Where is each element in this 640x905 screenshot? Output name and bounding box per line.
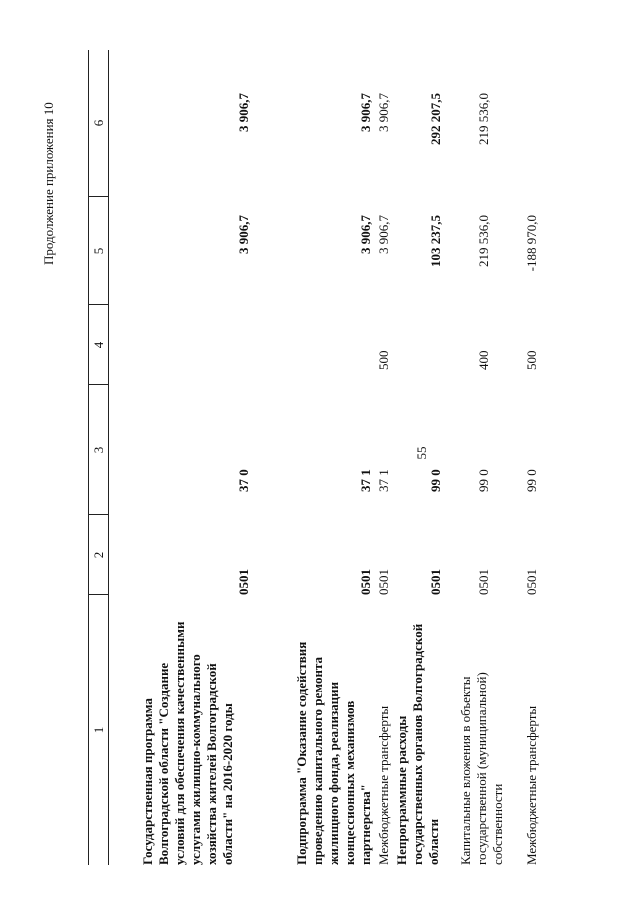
- column-number-2: 2: [91, 551, 106, 559]
- row-csr: 37 1: [376, 469, 391, 492]
- row-razdel: 0501: [476, 569, 491, 595]
- column-number-row: [89, 50, 108, 865]
- row-amount-1: 103 237,5: [428, 215, 443, 267]
- column-number-5: 5: [91, 247, 106, 255]
- row-name: Непрограммные расходы государственных органов Волгоградской области: [394, 623, 441, 865]
- row-razdel: 0501: [428, 569, 443, 595]
- row-razdel: 0501: [524, 569, 539, 595]
- row-amount-2: 3 906,7: [358, 93, 373, 132]
- row-razdel: 0501: [236, 569, 251, 595]
- column-divider: [89, 196, 108, 197]
- row-csr: 37 1: [358, 469, 373, 492]
- row-csr: 99 0: [476, 469, 491, 492]
- row-name: Подпрограмма "Оказание содействия проведению капитального ремонта жилищного фонда, реализации концессионных механизмов партнерства": [294, 641, 373, 865]
- row-amount-2: 3 906,7: [376, 93, 391, 132]
- row-amount-1: 3 906,7: [358, 215, 373, 254]
- row-name: Капитальные вложения в объекты государственной (муниципальной) собственности: [458, 672, 505, 865]
- row-razdel: 0501: [376, 569, 391, 595]
- row-amount-1: 3 906,7: [376, 215, 391, 254]
- row-name: Межбюджетные трансферты: [524, 705, 539, 865]
- column-divider: [89, 304, 108, 305]
- page-number: 55: [414, 446, 429, 460]
- row-csr: 37 0: [236, 469, 251, 492]
- row-name: Межбюджетные трансферты: [376, 705, 391, 865]
- row-vr: 400: [476, 350, 491, 370]
- row-razdel: 0501: [358, 569, 373, 595]
- row-amount-2: 292 207,5: [428, 93, 443, 145]
- column-number-4: 4: [91, 341, 106, 349]
- row-vr: 500: [376, 350, 391, 370]
- row-amount-2: 219 536,0: [476, 93, 491, 145]
- row-name: Государственная программа Волгоградской области "Создание условий для обеспечения качественными услугами жилищно-коммунального хозяйства жителей Волгоградской области" на 2016-2020 годы: [140, 621, 235, 865]
- column-number-bottom-border: [108, 50, 109, 865]
- rotated-table-page: [28, 50, 630, 865]
- column-divider: [89, 594, 108, 595]
- row-vr: 500: [524, 350, 539, 370]
- appendix-header: Продолжение приложения 10: [41, 102, 56, 265]
- column-divider: [89, 514, 108, 515]
- column-number-3: 3: [91, 446, 106, 454]
- column-number-1: 1: [91, 726, 106, 734]
- column-divider: [89, 384, 108, 385]
- row-amount-1: 219 536,0: [476, 215, 491, 267]
- row-amount-2: 3 906,7: [236, 93, 251, 132]
- column-number-6: 6: [91, 119, 106, 127]
- row-csr: 99 0: [524, 469, 539, 492]
- row-amount-1: -188 970,0: [524, 215, 539, 272]
- row-amount-1: 3 906,7: [236, 215, 251, 254]
- row-csr: 99 0: [428, 469, 443, 492]
